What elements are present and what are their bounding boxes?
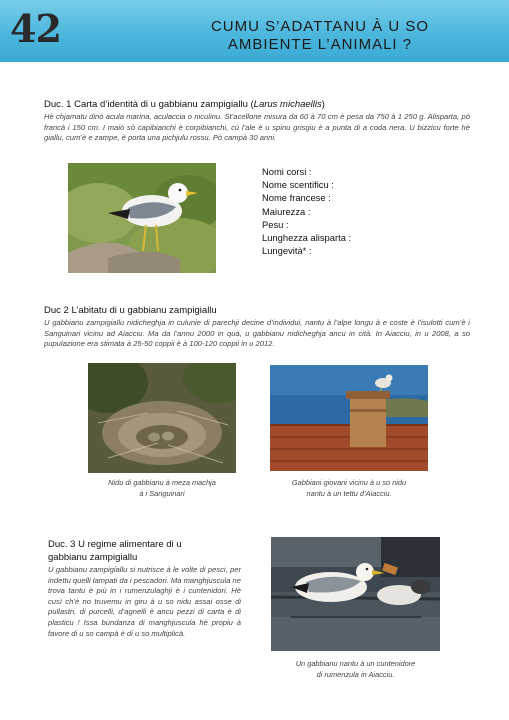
field-nomi-corsi: Nomi corsi : [262,166,312,177]
nest-caption-line-1: Nidu di gabbianu à meza machja [108,478,216,487]
doc1-title [44,99,325,110]
rooftop-photo [270,365,428,471]
field-lungevita: Lungevità* : [262,245,312,257]
field-nome-scentificu: Nome scentificu : [262,179,334,191]
doc3-title-line-2: gabbianu zampigiallu [48,552,138,563]
field-lunghezza-alisparta: Lunghezza alisparta : [262,232,352,244]
rooftop-caption-line-1: Gabbiani giovani vicinu à u so nidu [291,478,407,487]
page-title [140,18,500,54]
container-photo [271,537,440,651]
rooftop-caption-line-2: nantu à un tettu d’Aiacciu. [306,488,392,498]
field-nome-francese: Nome francese : [262,192,331,204]
doc3-title [48,538,182,564]
doc3-title-line-1: Duc. 3 U regime alimentare di u [48,539,182,550]
container-caption-line-2: di rumenzula in Aiacciu. [316,669,395,679]
page-title-line-2: AMBIENTE L’ANIMALI ? [227,36,413,53]
identity-fields [262,165,351,257]
field-pesu: Pesu : [262,218,289,230]
rooftop-caption [270,478,428,499]
container-caption [271,659,440,680]
seagull-photo [68,163,216,273]
doc1-title-suffix: ) [321,99,325,110]
doc2-title: Duc 2 L’abitatu di u gabbianu zampigiallu [44,305,217,316]
doc1-title-latin: Larus michaellis [253,99,322,110]
doc1-title-prefix: Duc. 1 Carta d’identità di u gabbianu zampigiallu ( [44,99,254,110]
page-header [0,0,509,62]
field-maiurezza: Maiurezza : [262,205,311,217]
nest-photo [88,363,236,473]
doc2-text: U gabbianu zampigiallu nidicheghja in culunie di parechji decine d’individui, nantu à l’alpe longu à e coste è l’isulotti cum’è i Sanguinari vicinu ad Aiacciu. Ma da l’annu 2000 in quà, u gabbianu nidicheghja ancu in cità. In Aiacciu, in u 2008, a so pupulazione era stimata à 25-50 coppii è à 100-120 coppii in u 2012. [44,318,470,349]
container-caption-line-1: Un gabbianu nantu à un cuntenidore [295,659,416,668]
nest-caption-line-2: à i Sanguinari [139,488,185,498]
nest-caption [88,478,236,499]
page-title-line-1: CUMU S’ADATTANU À U SO [210,18,430,35]
doc3-text: U gabbianu zampigiallu si nutrisce à le volte di pesci, per indettu quelli lampati da i pescadori. Ma manghjuscula ne trova tantu è più in i rumenzulaghji è i cuntenidori. Hè cusì ch’è no truvemu in giru à u so nidu assai osse di pullastri, di purcelli, d’agnelli è ancu pezzi di carta è di plasticu ! Issa bundanza di manghjuscula hè propiu à favore di u so campà è di u so multiplicà. [48,565,241,638]
page-number: 42 [10,6,61,51]
doc1-text: Hè chjamatu dinò acula marina, aculaccia o niculinu. St’acellone misura da 60 à 70 cm è pesa da 750 à 1 250 g. Alisparta, pò francà i 150 cm. I maiò sò capibianchi è corpibianchi, cù l’ale è u spinu grisgiu è a punta di a coda nera. U bizzicu forte hè giallu, cum’è e zampe, è porta una pichjulu rossu. Pò campà 30 anni. [44,112,470,143]
